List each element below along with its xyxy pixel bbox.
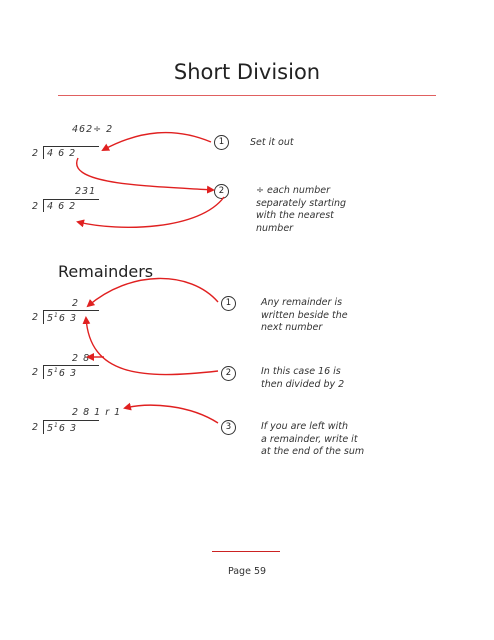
- problem-expression: 462÷ 2: [72, 124, 114, 135]
- arrow-rem3-to-remainder: [125, 405, 218, 423]
- step-description-line: then divided by 2: [261, 378, 345, 390]
- step-description-line: at the end of the sum: [261, 446, 365, 457]
- step-description-line: number: [256, 222, 294, 234]
- arrow-rem1-to-quotient: [88, 278, 218, 306]
- step-description-line: Any remainder is: [261, 297, 343, 308]
- divisor: 2: [32, 201, 40, 212]
- carried-remainder: 1: [54, 312, 59, 319]
- arrow-step2-to-dividend: [78, 197, 224, 227]
- divisor: 2: [32, 312, 40, 323]
- dividend: 4 6 2: [43, 146, 99, 159]
- carried-remainder: 1: [54, 422, 59, 429]
- quotient: 231: [75, 186, 97, 197]
- page-number: Page 59: [227, 566, 267, 577]
- quotient-digits: 2 8 1: [72, 407, 102, 418]
- dividend-digits: 6 3: [58, 313, 77, 325]
- dividend-digit: 5: [47, 368, 55, 380]
- dividend-digits: 6 3: [58, 423, 77, 435]
- remainder-value: 1: [114, 407, 122, 418]
- footer-divider: [212, 551, 280, 552]
- step-description-line: with the nearest: [256, 210, 334, 221]
- divisor: 2: [32, 422, 40, 433]
- step-description-line: a remainder, write it: [261, 433, 358, 445]
- step-number-badge: 2: [214, 184, 229, 199]
- carried-remainder: 1: [54, 367, 59, 374]
- step-description-line: In this case 16 is: [261, 366, 341, 377]
- step-number-badge: 2: [221, 366, 236, 381]
- quotient: 2: [72, 298, 80, 309]
- section-heading: Remainders: [58, 262, 154, 281]
- step-number-badge: 3: [221, 420, 236, 435]
- divisor: 2: [32, 367, 40, 378]
- step-description-line: If you are left with: [261, 421, 348, 432]
- step-description-line: separately starting: [256, 197, 347, 209]
- dividend-digit: 5: [47, 423, 55, 435]
- divisor: 2: [32, 148, 40, 159]
- arrow-step1-to-setup: [103, 133, 211, 150]
- step-number-badge: 1: [214, 135, 229, 150]
- step-description-line: written beside the: [261, 309, 348, 321]
- dividend: 4 6 2: [43, 199, 99, 212]
- arrow-setup-to-step2: [77, 158, 213, 190]
- quotient: 2 8: [72, 353, 91, 364]
- step-description-line: ÷ each number: [256, 185, 330, 196]
- remainder-marker: r: [105, 407, 111, 418]
- dividend-digits: 6 3: [58, 368, 77, 380]
- dividend-digit: 5: [47, 313, 55, 325]
- page-title: Short Division: [173, 60, 321, 84]
- arrow-rem2-to-carry: [86, 318, 218, 375]
- step-description: Set it out: [250, 137, 294, 148]
- step-description-line: next number: [261, 322, 323, 333]
- step-number-badge: 1: [221, 296, 236, 311]
